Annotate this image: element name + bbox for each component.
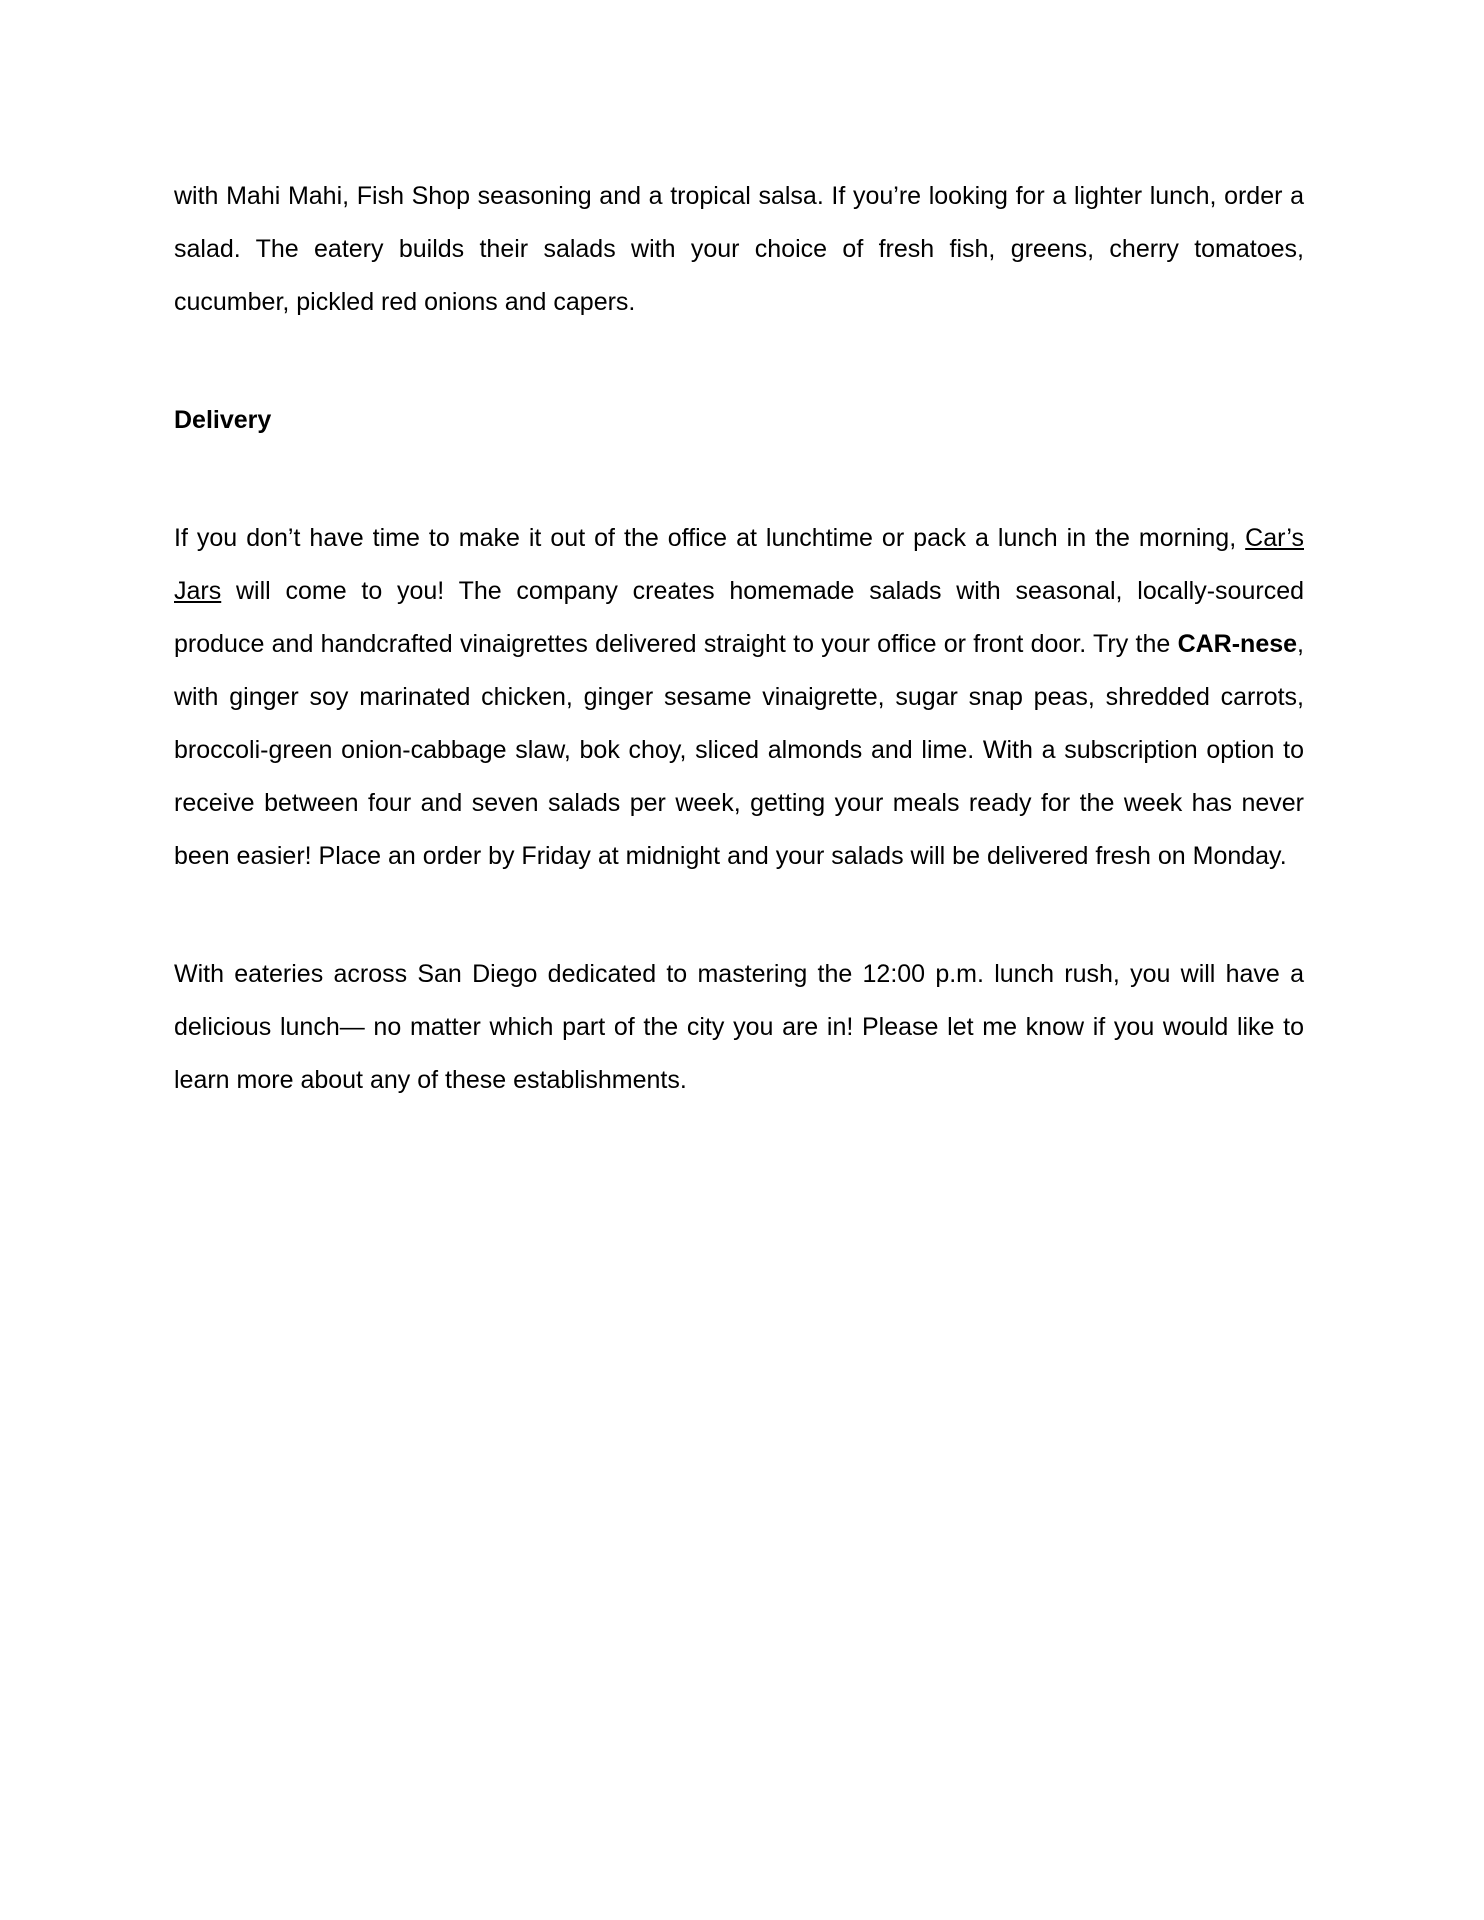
paragraph-closing: With eateries across San Diego dedicated to mastering the 12:00 p.m. lunch rush, you will have a delicious lunch— no matter which part of the city you are in! Please let me know if you would like to learn more about any of these establishments. xyxy=(174,960,1304,1094)
cars-jars-link[interactable]: Car’s Jars xyxy=(174,524,1304,605)
delivery-text-part1: If you don’t have time to make it out of the office at lunchtime or pack a lunch in the morning, xyxy=(174,524,1246,552)
paragraph-delivery xyxy=(174,512,1304,883)
paragraph-spacer xyxy=(174,329,1304,394)
delivery-text-part2: will come to you! The company creates homemade salads with seasonal, locally-sourced produce and handcrafted vinaigrettes delivered straight to your office or front door. Try the xyxy=(174,577,1304,658)
paragraph-fish-shop: with Mahi Mahi, Fish Shop seasoning and a tropical salsa. If you’re looking for a lighter lunch, order a salad. The eatery builds their salads with your choice of fresh fish, greens, cherry tomatoes, cucumber, pickled red onions and capers. xyxy=(174,182,1304,316)
document-body xyxy=(174,170,1304,1107)
car-nese-bold: CAR-nese xyxy=(1177,630,1298,658)
section-heading-delivery: Delivery xyxy=(174,406,272,434)
delivery-text-part3: , with ginger soy marinated chicken, ginger sesame vinaigrette, sugar snap peas, shredded carrots, broccoli-green onion-cabbage slaw, bok choy, sliced almonds and lime. With a subscription option to receive between four and seven salads per week, getting your meals ready for the week has never been easier! Place an order by Friday at midnight and your salads will be delivered fresh on Monday. xyxy=(174,630,1304,870)
heading-spacer xyxy=(174,447,1304,512)
paragraph-spacer xyxy=(174,883,1304,948)
